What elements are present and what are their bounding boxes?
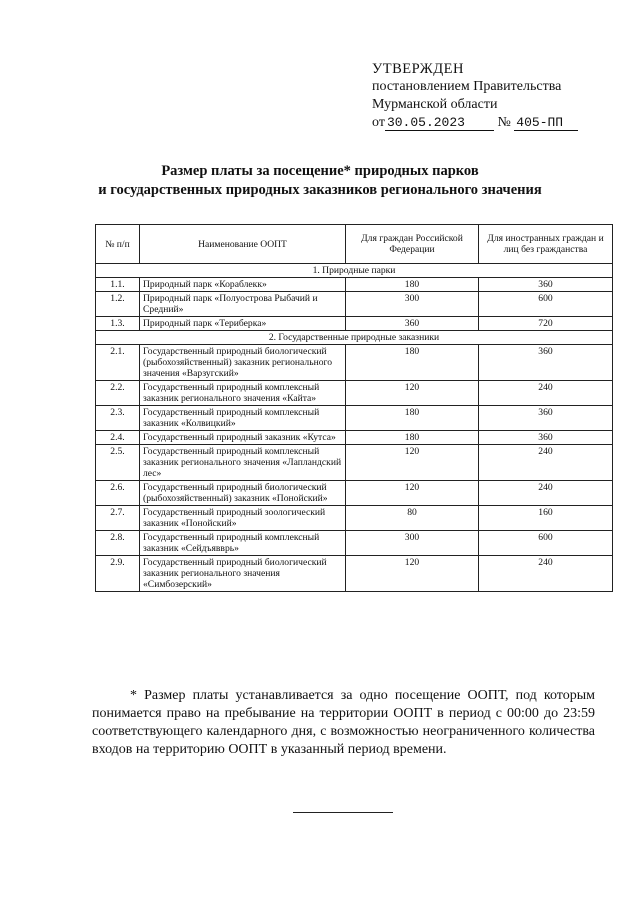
section-row [96, 331, 613, 345]
header-name: Наименование ООПТ [140, 225, 346, 264]
row-fee-ru: 300 [346, 292, 479, 317]
footnote [92, 687, 595, 759]
closing-rule [293, 812, 393, 813]
row-fee-foreign: 160 [479, 506, 613, 531]
row-fee-ru: 300 [346, 531, 479, 556]
row-name: Государственный природный биологический (рыбохозяйственный) заказник «Понойский» [140, 481, 346, 506]
row-num: 2.9. [96, 556, 140, 592]
row-fee-foreign: 240 [479, 481, 613, 506]
row-name: Природный парк «Полуострова Рыбачий и Средний» [140, 292, 346, 317]
table-row [96, 481, 613, 506]
row-num: 2.8. [96, 531, 140, 556]
row-num: 2.6. [96, 481, 140, 506]
row-num: 1.3. [96, 317, 140, 331]
row-name: Государственный природный комплексный заказник регионального значения «Кайта» [140, 381, 346, 406]
header-ru: Для граждан Российской Федерации [346, 225, 479, 264]
row-fee-foreign: 720 [479, 317, 613, 331]
row-fee-foreign: 240 [479, 381, 613, 406]
header-num: № п/п [96, 225, 140, 264]
table-row [96, 381, 613, 406]
row-num: 2.4. [96, 431, 140, 445]
row-name: Государственный природный комплексный заказник регионального значения «Лапландский лес» [140, 445, 346, 481]
table-body [96, 264, 613, 592]
number-prefix: № [497, 115, 511, 130]
row-fee-foreign: 600 [479, 292, 613, 317]
row-name: Государственный природный зоологический заказник «Понойский» [140, 506, 346, 531]
approval-number: 405-ПП [514, 116, 578, 131]
row-name: Государственный природный биологический заказник регионального значения «Симбозерский» [140, 556, 346, 592]
row-num: 2.7. [96, 506, 140, 531]
table-row [96, 506, 613, 531]
row-fee-ru: 180 [346, 406, 479, 431]
approval-line-2: Мурманской области [372, 97, 498, 112]
approval-date: 30.05.2023 [385, 116, 494, 131]
row-fee-ru: 180 [346, 431, 479, 445]
row-name: Государственный природный комплексный заказник «Колвицкий» [140, 406, 346, 431]
fees-table [95, 224, 613, 592]
row-fee-ru: 120 [346, 445, 479, 481]
table-row [96, 406, 613, 431]
table-row [96, 345, 613, 381]
table-row [96, 431, 613, 445]
approval-heading: УТВЕРЖДЕН [372, 61, 464, 77]
row-num: 1.1. [96, 278, 140, 292]
row-fee-foreign: 600 [479, 531, 613, 556]
table-row [96, 317, 613, 331]
row-fee-ru: 360 [346, 317, 479, 331]
date-prefix: от [372, 115, 385, 130]
row-fee-foreign: 240 [479, 445, 613, 481]
table-row [96, 531, 613, 556]
row-fee-ru: 80 [346, 506, 479, 531]
table-row [96, 278, 613, 292]
row-num: 2.2. [96, 381, 140, 406]
row-fee-ru: 120 [346, 381, 479, 406]
section-row [96, 264, 613, 278]
row-fee-ru: 180 [346, 278, 479, 292]
table-row [96, 445, 613, 481]
approval-line-1: постановлением Правительства [372, 79, 562, 94]
title-line-1: Размер платы за посещение* природных парков [161, 163, 479, 179]
footnote-text: * Размер платы устанавливается за одно посещение ООПТ, под которым понимается право на пребывание на территории ООПТ в период с 00:00 до 23:59 соответствующего календарного дня, с возможностью неограниченного количества входов на территорию ООПТ в указанный период времени. [92, 688, 595, 757]
approval-date-line [372, 114, 612, 132]
row-name: Природный парк «Кораблекк» [140, 278, 346, 292]
row-name: Государственный природный комплексный заказник «Сейдъявврь» [140, 531, 346, 556]
row-fee-foreign: 360 [479, 278, 613, 292]
row-fee-foreign: 240 [479, 556, 613, 592]
row-num: 2.3. [96, 406, 140, 431]
table-header-row [96, 225, 613, 264]
row-fee-foreign: 360 [479, 431, 613, 445]
row-fee-foreign: 360 [479, 345, 613, 381]
table-row [96, 292, 613, 317]
table-row [96, 556, 613, 592]
row-num: 2.5. [96, 445, 140, 481]
document-title [60, 162, 580, 200]
approval-stamp [372, 60, 612, 132]
row-num: 1.2. [96, 292, 140, 317]
row-fee-ru: 120 [346, 481, 479, 506]
row-fee-foreign: 360 [479, 406, 613, 431]
row-name: Природный парк «Териберка» [140, 317, 346, 331]
row-fee-ru: 120 [346, 556, 479, 592]
section-title: 2. Государственные природные заказники [96, 331, 613, 345]
row-name: Государственный природный заказник «Кутса» [140, 431, 346, 445]
row-name: Государственный природный биологический (рыбохозяйственный) заказник регионального значения «Варзугский» [140, 345, 346, 381]
title-line-2: и государственных природных заказников регионального значения [98, 182, 542, 198]
header-foreign: Для иностранных граждан и лиц без гражданства [479, 225, 613, 264]
row-fee-ru: 180 [346, 345, 479, 381]
row-num: 2.1. [96, 345, 140, 381]
section-title: 1. Природные парки [96, 264, 613, 278]
